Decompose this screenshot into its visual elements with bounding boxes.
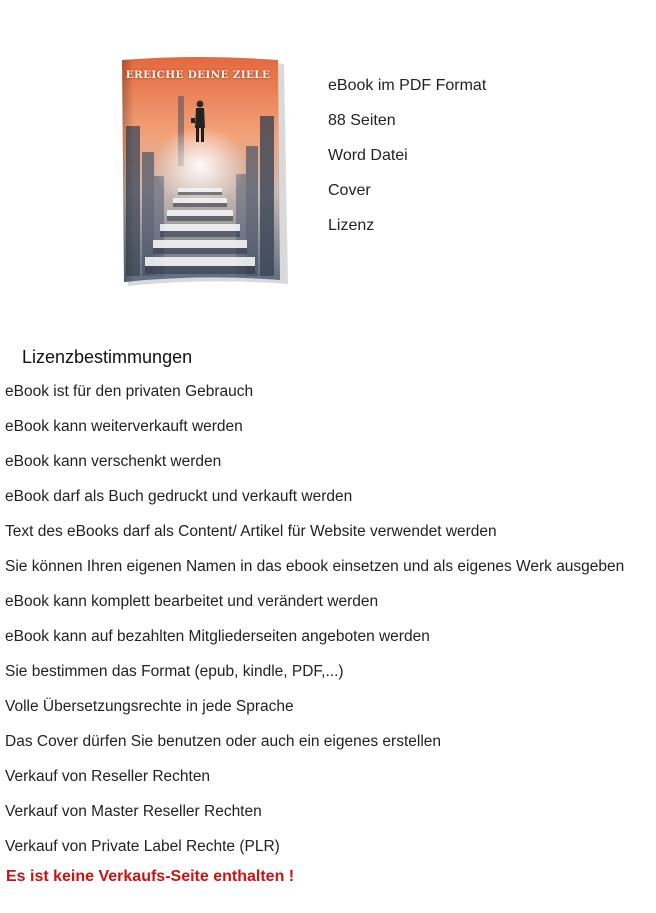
license-item: Verkauf von Master Reseller Rechten [5, 803, 262, 820]
license-item: Verkauf von Reseller Rechten [5, 768, 211, 785]
license-item: eBook ist für den privaten Gebrauch [5, 383, 254, 400]
license-item: Volle Übersetzungsrechte in jede Sprache [5, 698, 294, 715]
license-title: Lizenzbestimmungen [22, 347, 193, 367]
license-item: eBook kann auf bezahlten Mitgliederseiten angeboten werden [5, 628, 430, 645]
feature-item: Word Datei [328, 147, 408, 164]
feature-list [328, 76, 486, 251]
license-item: Text des eBooks darf als Content/ Artikel für Website verwendet werden [5, 523, 497, 540]
license-item: Sie können Ihren eigenen Namen in das ebook einsetzen und als eigenes Werk ausgeben [5, 558, 625, 575]
ebook-cover-icon [118, 56, 290, 290]
license-item: Das Cover dürfen Sie benutzen oder auch ein eigenes erstellen [5, 733, 441, 750]
license-item: eBook kann weiterverkauft werden [5, 418, 243, 435]
license-item: eBook darf als Buch gedruckt und verkauft werden [5, 488, 353, 505]
cover-title: EREICHE DEINE ZIELE [125, 69, 271, 81]
license-item: Verkauf von Private Label Rechte (PLR) [5, 838, 280, 855]
feature-item: 88 Seiten [328, 112, 396, 129]
license-item: Sie bestimmen das Format (epub, kindle, PDF,...) [5, 663, 344, 680]
license-item: eBook kann komplett bearbeitet und verändert werden [5, 593, 379, 610]
no-sales-page-notice: Es ist keine Verkaufs-Seite enthalten ! [6, 868, 295, 885]
feature-item: Cover [328, 182, 371, 199]
feature-item: eBook im PDF Format [328, 77, 487, 94]
license-item: eBook kann verschenkt werden [5, 453, 222, 470]
license-list [5, 382, 653, 872]
ebook-cover [118, 56, 290, 290]
feature-item: Lizenz [328, 217, 375, 234]
